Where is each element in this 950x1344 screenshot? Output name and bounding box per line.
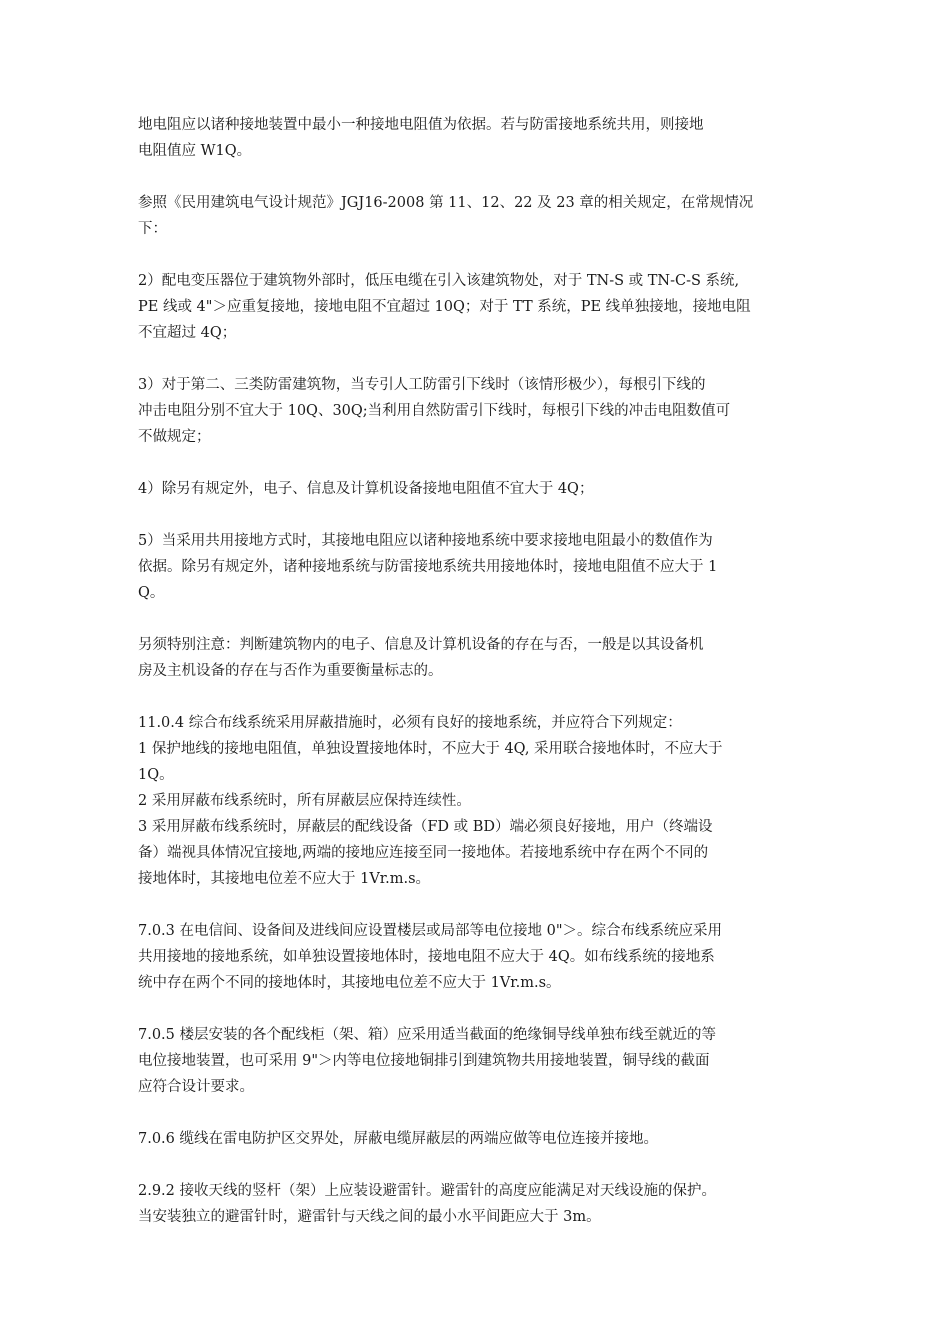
paragraph <box>138 476 814 502</box>
text-line: 另须特别注意：判断建筑物内的电子、信息及计算机设备的存在与否，一般是以其设备机 <box>138 637 704 653</box>
text-line: 不宜超过 4Q； <box>138 325 237 341</box>
text-line: 1Q。 <box>138 767 174 783</box>
text-line: 2）配电变压器位于建筑物外部时，低压电缆在引入该建筑物处，对于 TN-S 或 TN-C-S 系统, <box>138 273 740 289</box>
paragraph <box>138 112 814 164</box>
paragraph <box>138 190 814 242</box>
text-line: 3 采用屏蔽布线系统时，屏蔽层的配线设备（FD 或 BD）端必须良好接地，用户（终端设 <box>138 819 713 835</box>
text-line: PE 线或 4"＞应重复接地，接地电阻不宜超过 10Q；对于 TT 系统，PE 线单独接地，接地电阻 <box>138 299 751 315</box>
text-line: 4）除另有规定外，电子、信息及计算机设备接地电阻值不宜大于 4Q； <box>138 481 594 497</box>
text-line: 5）当采用共用接地方式时，其接地电阻应以诸种接地系统中要求接地电阻最小的数值作为 <box>138 533 713 549</box>
text-line: 房及主机设备的存在与否作为重要衡量标志的。 <box>138 663 443 679</box>
text-line: 应符合设计要求。 <box>138 1079 254 1095</box>
paragraph <box>138 918 814 996</box>
paragraph <box>138 1126 814 1152</box>
text-line: 电阻值应 W1Q。 <box>138 143 252 159</box>
text-line: 依据。除另有规定外，诸种接地系统与防雷接地系统共用接地体时，接地电阻值不应大于 1 <box>138 559 718 575</box>
text-line: 不做规定； <box>138 429 211 445</box>
text-line: 冲击电阻分别不宜大于 10Q、30Q;当利用自然防雷引下线时，每根引下线的冲击电阻数值可 <box>138 403 731 419</box>
text-line: 7.0.3 在电信间、设备间及进线间应设置楼层或局部等电位接地 0"＞。综合布线系统应采用 <box>138 923 723 939</box>
text-line: 2 采用屏蔽布线系统时，所有屏蔽层应保持连续性。 <box>138 793 471 809</box>
paragraph <box>138 1022 814 1100</box>
text-line: 备）端视具体情况宜接地,两端的接地应连接至同一接地体。若接地系统中存在两个不同的 <box>138 845 709 861</box>
paragraph <box>138 268 814 346</box>
text-line: 接地体时，其接地电位差不应大于 1Vr.m.s。 <box>138 871 431 887</box>
text-line: 当安装独立的避雷针时，避雷针与天线之间的最小水平间距应大于 3m。 <box>138 1209 601 1225</box>
text-line: 7.0.5 楼层安装的各个配线柜（架、箱）应采用适当截面的绝缘铜导线单独布线至就近的等 <box>138 1027 716 1043</box>
paragraph <box>138 710 814 892</box>
text-line: 11.0.4 综合布线系统采用屏蔽措施时，必须有良好的接地系统，并应符合下列规定： <box>138 715 682 731</box>
text-line: 参照《民用建筑电气设计规范》JGJ16-2008 第 11、12、22 及 23 章的相关规定，在常规情况 <box>138 195 754 211</box>
document-body <box>138 112 814 1256</box>
paragraph <box>138 372 814 450</box>
text-line: 3）对于第二、三类防雷建筑物，当专引人工防雷引下线时（该情形极少），每根引下线的 <box>138 377 706 393</box>
text-line: Q。 <box>138 585 165 601</box>
text-line: 统中存在两个不同的接地体时，其接地电位差不应大于 1Vr.m.s。 <box>138 975 561 991</box>
text-line: 电位接地装置，也可采用 9"＞内等电位接地铜排引到建筑物共用接地装置，铜导线的截面 <box>138 1053 710 1069</box>
text-line: 7.0.6 缆线在雷电防护区交界处，屏蔽电缆屏蔽层的两端应做等电位连接并接地。 <box>138 1131 659 1147</box>
text-line: 2.9.2 接收天线的竖杆（架）上应装设避雷针。避雷针的高度应能满足对天线设施的保护。 <box>138 1183 716 1199</box>
paragraph <box>138 528 814 606</box>
text-line: 地电阻应以诸种接地装置中最小一种接地电阻值为依据。若与防雷接地系统共用，则接地 <box>138 117 704 133</box>
text-line: 共用接地的接地系统，如单独设置接地体时，接地电阻不应大于 4Q。如布线系统的接地系 <box>138 949 715 965</box>
text-line: 1 保护地线的接地电阻值，单独设置接地体时，不应大于 4Q, 采用联合接地体时，不应大于 <box>138 741 723 757</box>
text-line: 下： <box>138 221 167 237</box>
paragraph <box>138 1178 814 1230</box>
paragraph <box>138 632 814 684</box>
